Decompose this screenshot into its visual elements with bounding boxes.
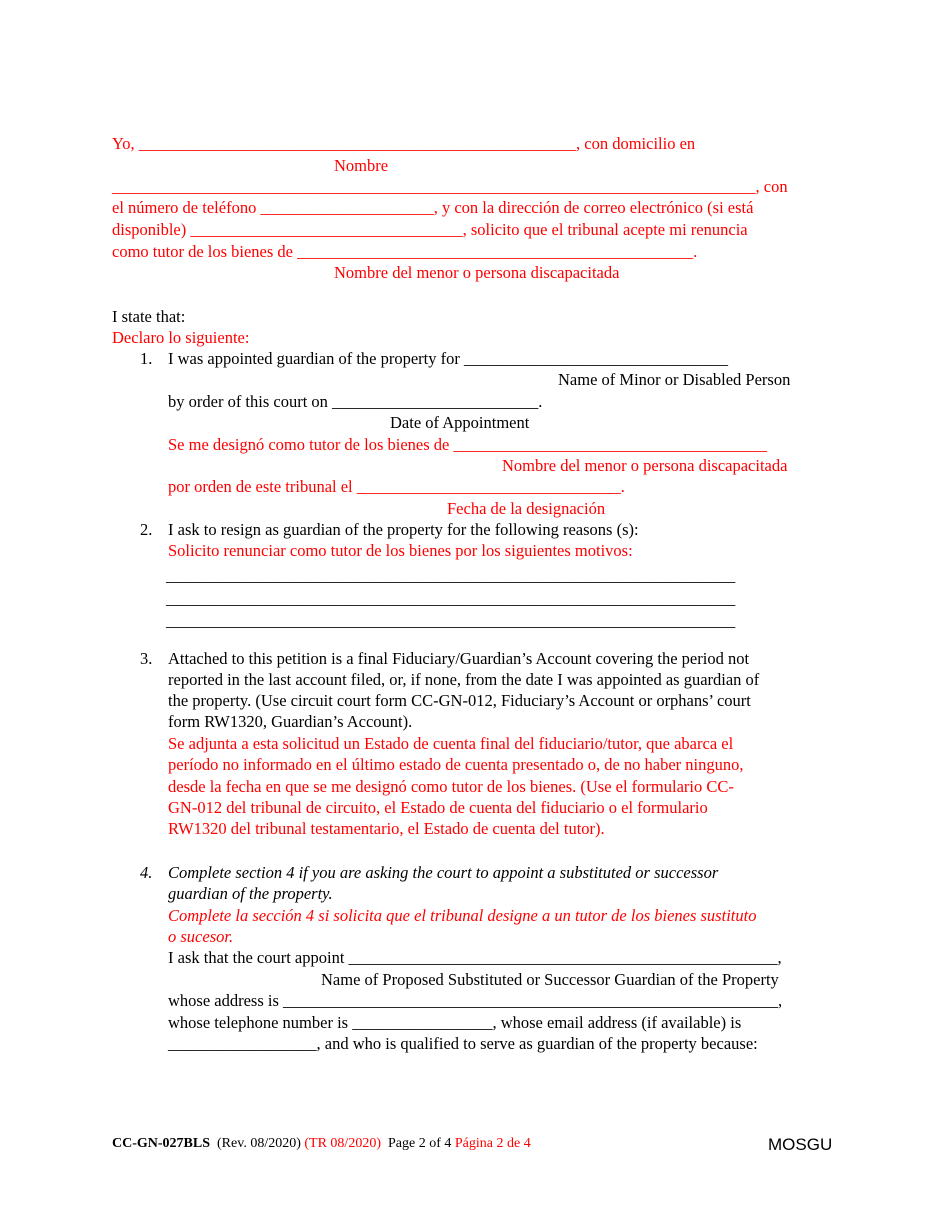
page-number-en: Page 2 of 4 [387,1136,452,1151]
item-4-address-line: whose address is ____________________________________________________________, [168,991,783,1010]
item-1-line-4-es: por orden de este tribunal el ________________________________. [168,477,625,496]
item-4-phone-line: whose telephone number is _________________, whose email address (if available) is [168,1013,742,1032]
item-3-es-line: desde la fecha en que se me designó como tutor de los bienes. (Use el formulario CC- [168,777,734,796]
item-4-number: 4. [140,863,153,882]
brand-mark: MOSGU [768,1135,833,1154]
footer [112,1134,531,1154]
item-1-number: 1. [140,349,153,368]
item-1-minor-label-es: Nombre del menor o persona discapacitada [502,456,788,475]
item-2-number: 2. [140,520,153,539]
state-heading-en: I state that: [112,307,186,326]
item-4-instr-en: guardian of the property. [168,884,333,903]
item-1-line-3-es: Se me designó como tutor de los bienes de ______________________________________ [168,435,767,454]
item-3-en-line: reported in the last account filed, or, if none, from the date I was appointed as guardian of [168,670,760,689]
item-1-line-2: by order of this court on _________________________. [168,392,543,411]
item-2-line-2-es: Solicito renunciar como tutor de los bienes por los siguientes motivos: [168,541,633,560]
item-3-es-line: GN-012 del tribunal de circuito, el Estado de cuenta del fiduciario o el formulario [168,798,708,817]
item-4-appoint-line: I ask that the court appoint ____________________________________________________, [168,948,782,967]
item-3-en-line: the property. (Use circuit court form CC-GN-012, Fiduciary’s Account or orphans’ court [168,691,751,710]
translation-date: (TR 08/2020) [304,1136,381,1151]
page-number-es: Página 2 de 4 [454,1136,531,1151]
intro-es-line-3: el número de teléfono _____________________, y con la dirección de correo electrónico (si está [112,198,754,217]
item-3-es-line: período no informado en el último estado de cuenta presentado o, de no haber ninguno, [168,755,744,774]
revision-date: (Rev. 08/2020) [217,1136,301,1151]
intro-es-line-5: como tutor de los bienes de ________________________________________________. [112,242,698,261]
item-1-date-label-en: Date of Appointment [390,413,530,432]
item-3-es-line: RW1320 del tribunal testamentario, el Estado de cuenta del tutor). [168,819,605,838]
item-3-en-line: form RW1320, Guardian’s Account). [168,712,413,731]
item-3-en-line: Attached to this petition is a final Fiduciary/Guardian’s Account covering the period not [168,649,750,668]
reason-blank-line[interactable]: _____________________________________________________________________ [166,611,736,630]
item-4-instr-es: o sucesor. [168,927,234,946]
state-heading-es: Declaro lo siguiente: [112,328,250,347]
item-4-qualified-line: __________________, and who is qualified to serve as guardian of the property because: [168,1034,758,1053]
item-1-date-label-es: Fecha de la designación [447,499,606,518]
minor-label-es: Nombre del menor o persona discapacitada [334,263,620,282]
item-4-appoint-label: Name of Proposed Substituted or Successor Guardian of the Property [321,970,779,989]
reason-blank-line[interactable]: _____________________________________________________________________ [166,566,736,585]
item-1-line-1: I was appointed guardian of the property for ________________________________ [168,349,728,368]
item-1-minor-label-en: Name of Minor or Disabled Person [558,370,791,389]
reason-blank-line[interactable]: _____________________________________________________________________ [166,589,736,608]
form-code: CC-GN-027BLS [112,1136,211,1151]
item-3-es-line: Se adjunta a esta solicitud un Estado de cuenta final del fiduciario/tutor, que abarca el [168,734,734,753]
item-4-instr-en: Complete section 4 if you are asking the court to appoint a substituted or successor [168,863,719,882]
name-label-es: Nombre [334,156,389,175]
item-2-line-1: I ask to resign as guardian of the property for the following reasons (s): [168,520,639,539]
intro-es-line-1: Yo, _____________________________________________________, con domicilio en [112,134,696,153]
item-3-number: 3. [140,649,153,668]
intro-es-line-4: disponible) _________________________________, solicito que el tribunal acepte mi renuncia [112,220,748,239]
intro-es-line-2: ______________________________________________________________________________, con [112,177,788,196]
item-4-instr-es: Complete la sección 4 si solicita que el tribunal designe a un tutor de los bienes sustituto [168,906,757,925]
